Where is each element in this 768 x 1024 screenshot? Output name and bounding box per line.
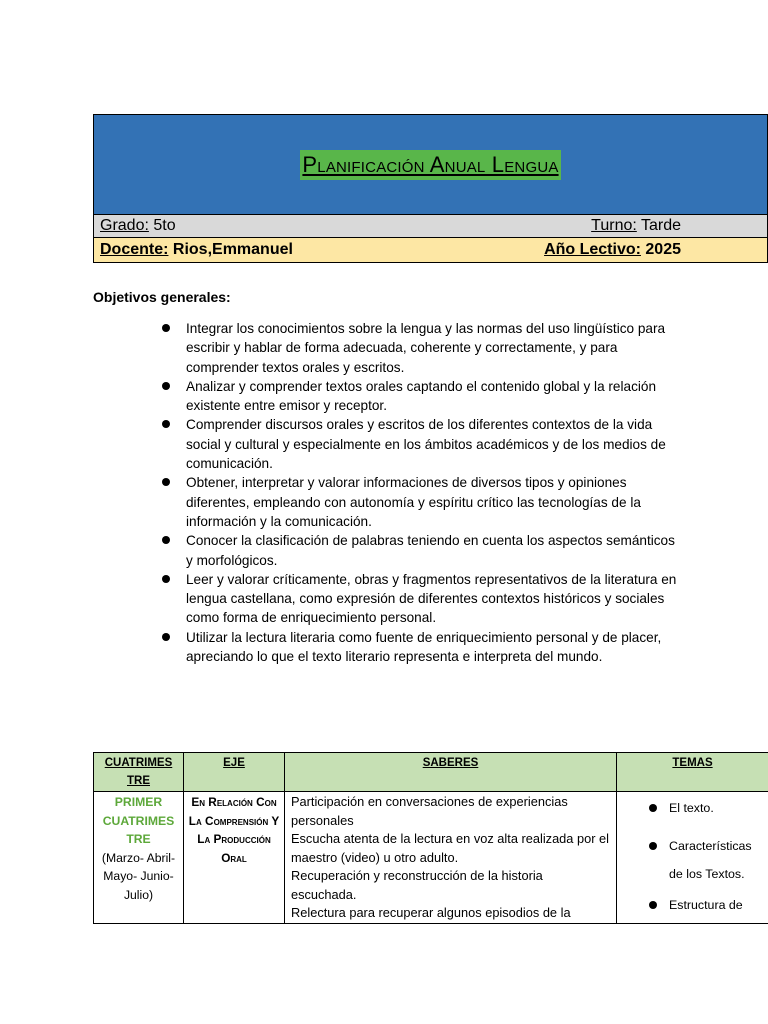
- objective-text: Leer y valorar críticamente, obras y fragmentos representativos de la literatura en lengua castellana, como expresión de diferentes contextos históricos y sociales como forma de enriquecimiento personal.: [186, 571, 677, 626]
- turno-label: Turno:: [591, 217, 637, 234]
- bullet-icon: [162, 382, 170, 390]
- anio-value: 2025: [645, 241, 681, 258]
- objective-item: [160, 628, 680, 667]
- temas-cell: [617, 792, 768, 924]
- bullet-icon: [162, 575, 170, 583]
- docente-field: [100, 241, 293, 259]
- objectives-heading: Objetivos generales:: [93, 289, 231, 305]
- objective-item: [160, 570, 680, 628]
- docente-label: Docente:: [100, 241, 169, 258]
- saber-item: Relectura para recuperar algunos episodios de la: [291, 905, 571, 920]
- tema-item: [617, 832, 768, 888]
- grado-value: 5to: [153, 217, 176, 234]
- bullet-icon: [649, 842, 657, 850]
- title-band: [94, 115, 767, 215]
- bullet-icon: [162, 324, 170, 332]
- bullet-icon: [162, 536, 170, 544]
- grado-label: Grado:: [100, 217, 149, 234]
- saber-item: Participación en conversaciones de experiencias personales: [291, 794, 568, 828]
- objective-item: [160, 319, 680, 377]
- tema-text: Estructura de: [669, 898, 743, 912]
- objective-item: [160, 377, 680, 416]
- cuatrimestre-name: PRIMER CUATRIMES TRE: [102, 795, 175, 846]
- anio-label: Año Lectivo:: [544, 241, 641, 258]
- header-eje: EJE: [184, 753, 285, 792]
- tema-text: Características de los Textos.: [669, 839, 752, 881]
- tema-text: El texto.: [669, 801, 714, 815]
- saberes-cell: [285, 792, 617, 924]
- table-row: [94, 792, 768, 924]
- saber-item: Recuperación y reconstrucción de la historia escuchada.: [291, 868, 543, 902]
- objectives-list: [160, 319, 680, 666]
- objective-text: Comprender discursos orales y escritos de los diferentes contextos de la vida social y cultural y especialmente en los ámbitos académicos y de los medios de comunicación.: [186, 417, 666, 472]
- grado-row: [94, 215, 767, 238]
- objective-item: [160, 415, 680, 473]
- header-saberes: SABERES: [285, 753, 617, 792]
- tema-item: [617, 800, 768, 816]
- docente-row: [94, 238, 767, 262]
- header-table: [93, 114, 768, 263]
- objective-item: [160, 473, 680, 531]
- objective-text: Obtener, interpretar y valorar informaciones de diversos tipos y opiniones diferentes, empleando con autonomía y espíritu crítico las tecnologías de la información y la comunicación.: [186, 475, 641, 529]
- header-cuatrimestre: CUATRIMES TRE: [94, 753, 184, 792]
- cuatrimestre-cell: [94, 792, 184, 924]
- objective-text: Integrar los conocimientos sobre la lengua y las normas del uso lingüístico para escribir y hablar de forma adecuada, coherente y correctamente, y para comprender textos orales y escritos.: [186, 321, 666, 375]
- bullet-icon: [162, 420, 170, 428]
- objective-text: Utilizar la lectura literaria como fuente de enriquecimiento personal y de placer, apreciando lo que el texto literario representa e interpreta del mundo.: [186, 629, 662, 665]
- table-header-row: [94, 753, 768, 792]
- bullet-icon: [162, 633, 170, 641]
- turno-value: Tarde: [640, 217, 681, 234]
- docente-value: Rios,Emmanuel: [172, 241, 293, 258]
- grado-field: [100, 217, 176, 235]
- planning-table: [93, 752, 768, 924]
- objective-text: Conocer la clasificación de palabras teniendo en cuenta los aspectos semánticos y morfológicos.: [186, 533, 675, 568]
- turno-field: [591, 217, 681, 235]
- objective-text: Analizar y comprender textos orales captando el contenido global y la relación existente entre emisor y receptor.: [186, 378, 657, 414]
- objective-item: [160, 531, 680, 570]
- anio-field: [544, 241, 681, 259]
- eje-cell: En Relación Con La Comprensión Y La Producción Oral: [184, 792, 285, 924]
- bullet-icon: [649, 804, 657, 812]
- tema-item: [617, 896, 768, 914]
- cuatrimestre-months: (Marzo- Abril- Mayo- Junio- Julio): [101, 850, 176, 902]
- header-temas: TEMAS: [617, 753, 768, 792]
- page-title: Planificación Anual Lengua: [300, 150, 560, 180]
- bullet-icon: [162, 478, 170, 486]
- bullet-icon: [649, 901, 657, 909]
- saber-item: Escucha atenta de la lectura en voz alta realizada por el maestro (video) u otro adulto.: [291, 831, 609, 865]
